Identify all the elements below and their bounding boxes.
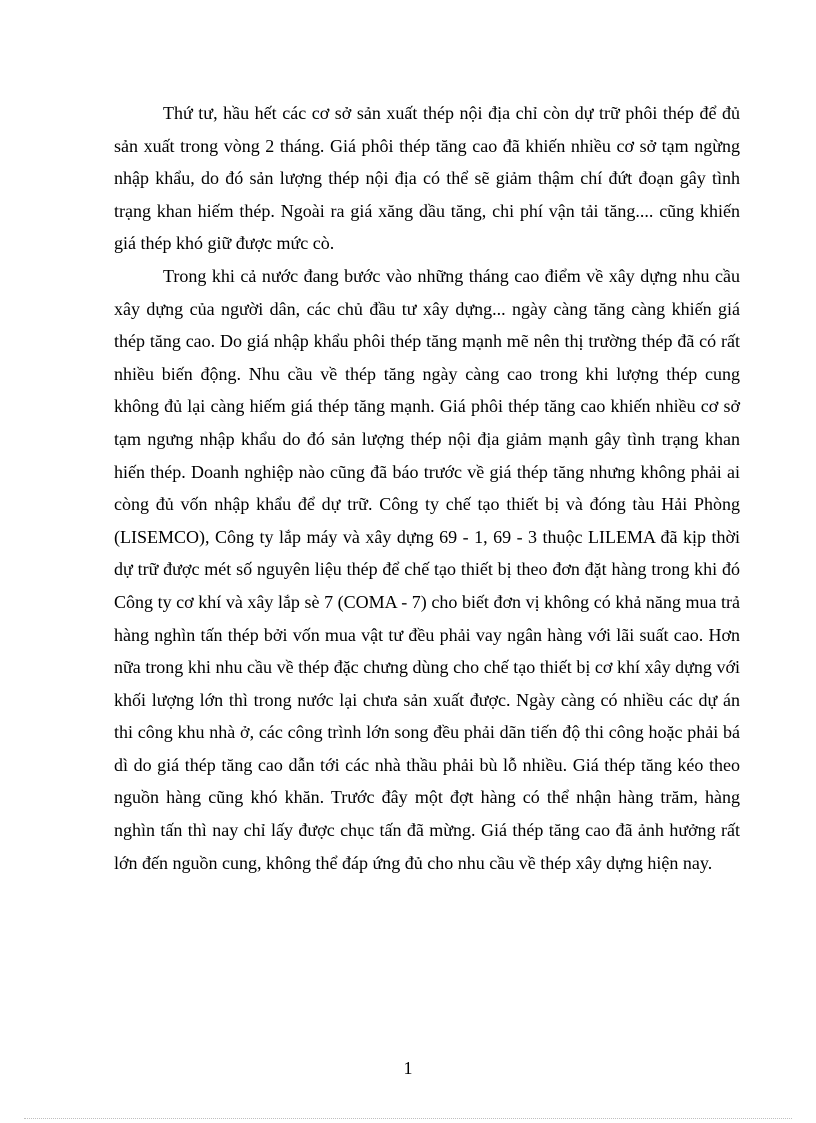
paragraph-2: Trong khi cả nước đang bước vào những tháng cao điểm về xây dựng nhu cầu xây dựng của người dân, các chủ đầu tư xây dựng... ngày càng tăng càng khiến giá thép tăng cao. Do giá nhập khẩu phôi thép tăng mạnh mẽ nên thị trường thép đã có rất nhiều biến động. Nhu cầu về thép tăng ngày càng cao trong khi lượng thép cung không đủ lại càng hiếm giá thép tăng mạnh. Giá phôi thép tăng cao khiến nhiều cơ sở tạm ngưng nhập khẩu do đó sản lượng thép nội địa giảm mạnh gây tình trạng khan hiến thép. Doanh nghiệp nào cũng đã báo trước về giá thép tăng nhưng không phải ai còng đủ vốn nhập khẩu để dự trữ. Công ty chế tạo thiết bị và đóng tàu Hải Phòng (LISEMCO), Công ty lắp máy và xây dựng 69 - 1, 69 - 3 thuộc LILEMA đã kịp thời dự trữ được mét số nguyên liệu thép để chế tạo thiết bị theo đơn đặt hàng trong khi đó Công ty cơ khí và xây lắp sè 7 (COMA - 7) cho biết đơn vị không có khả năng mua trả hàng nghìn tấn thép bởi vốn mua vật tư đều phải vay ngân hàng với lãi suất cao. Hơn nữa trong khi nhu cầu về thép đặc chưng dùng cho chế tạo thiết bị cơ khí xây dựng với khối lượng lớn thì trong nước lại chưa sản xuất được. Ngày càng có nhiều các dự án thi công khu nhà ở, các công trình lớn song đều phải dãn tiến độ thi công hoặc phải bá dì do giá thép tăng cao dẫn tới các nhà thầu phải bù lỗ nhiều. Giá thép tăng kéo theo nguồn hàng cũng khó khăn. Trước đây một đợt hàng có thể nhận hàng trăm, hàng nghìn tấn thì nay chỉ lấy được chục tấn đã mừng. Giá thép tăng cao đã ảnh hưởng rất lớn đến nguồn cung, không thể đáp ứng đủ cho nhu cầu về thép xây dựng hiện nay. — [114, 265, 740, 873]
paragraph-1: Thứ tư, hầu hết các cơ sở sản xuất thép nội địa chỉ còn dự trữ phôi thép để đủ sản xuất trong vòng 2 tháng. Giá phôi thép tăng cao đã khiến nhiều cơ sở tạm ngừng nhập khẩu, do đó sản lượng thép nội địa có thể sẽ giảm thậm chí đứt đoạn gây tình trạng khan hiếm thép. Ngoài ra giá xăng dầu tăng, chi phí vận tải tăng.... cũng khiến giá thép khó giữ được mức cò. — [114, 103, 740, 254]
page-number: 1 — [403, 1058, 413, 1078]
body-text — [114, 97, 740, 879]
page-bottom-divider — [24, 1118, 792, 1119]
